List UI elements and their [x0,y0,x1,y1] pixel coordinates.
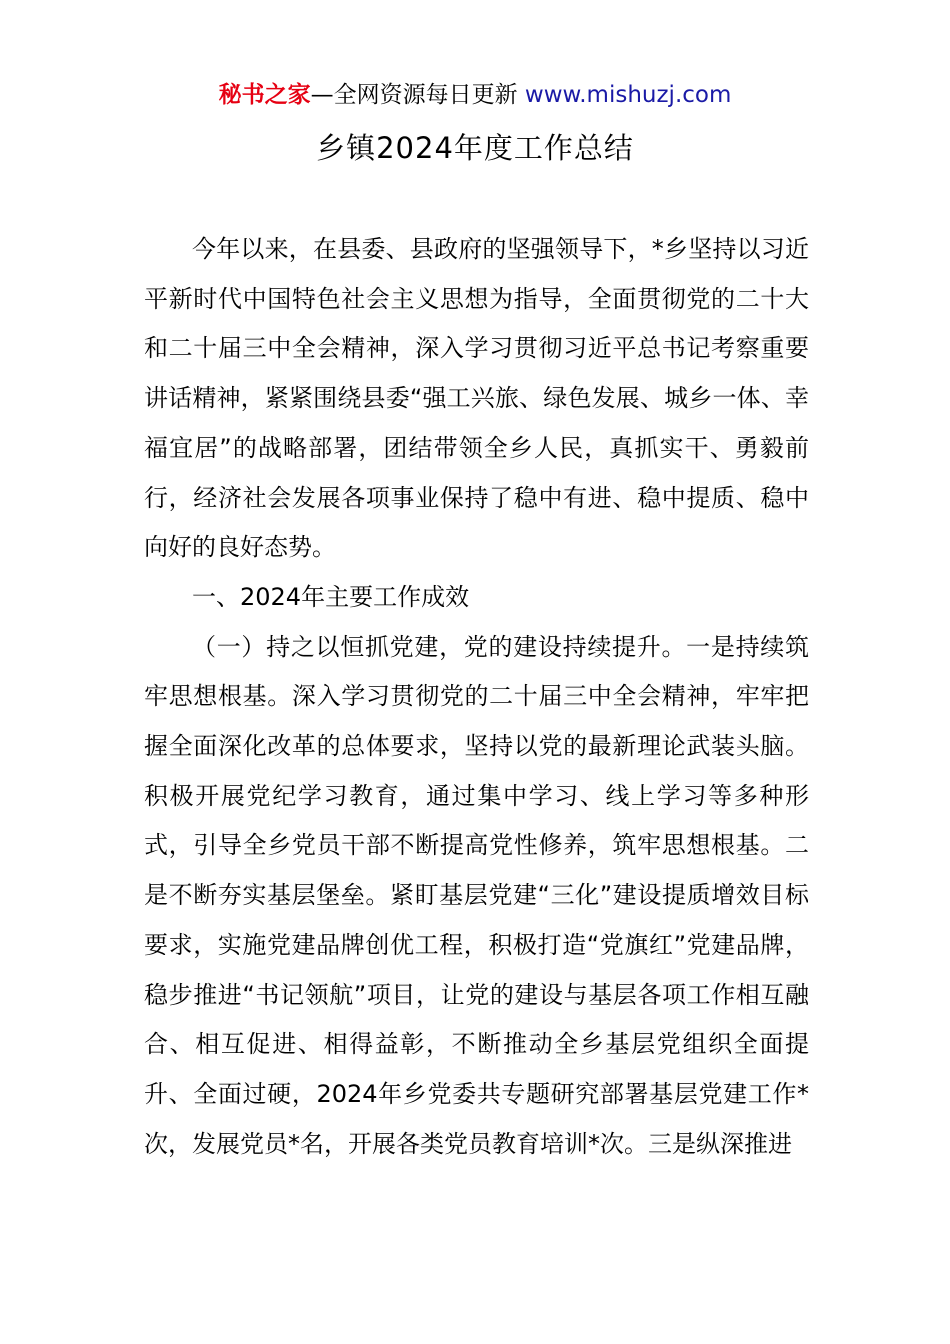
brand-name: 秘书之家 [218,82,311,108]
site-url-link[interactable]: www.mishuzj.com [524,82,732,108]
section-paragraph: （一）持之以恒抓党建，党的建设持续提升。一是持续筑牢思想根基。深入学习贯彻党的二十届三中全会精神，牢牢把握全面深化改革的总体要求，坚持以党的最新理论武装头脑。积极开展党纪学习教育，通过集中学习、线上学习等多种形式，引导全乡党员干部不断提高党性修养，筑牢思想根基。二是不断夯实基层堡垒。紧盯基层党建“三化”建设提质增效目标要求，实施党建品牌创优工程，积极打造“党旗红”党建品牌，稳步推进“书记领航”项目，让党的建设与基层各项工作相互融合、相互促进、相得益彰，不断推动全乡基层党组织全面提升、全面过硬，2024年乡党委共专题研究部署基层党建工作*次，发展党员*名，开展各类党员教育培训*次。三是纵深推进 [144,632,809,1158]
header-tagline: —全网资源每日更新 [310,82,525,108]
intro-paragraph: 今年以来，在县委、县政府的坚强领导下，*乡坚持以习近平新时代中国特色社会主义思想为指导，全面贯彻党的二十大和二十届三中全会精神，深入学习贯彻习近平总书记考察重要讲话精神，紧紧围绕县委“强工兴旅、绿色发展、城乡一体、幸福宜居”的战略部署，团结带领全乡人民，真抓实干、勇毅前行，经济社会发展各项事业保持了稳中有进、稳中提质、稳中向好的良好态势。 [144,235,809,562]
document-title: 乡镇2024年度工作总结 [316,131,634,165]
site-header [0,78,950,112]
document-body [144,225,809,1169]
section-heading: 一、2024年主要工作成效 [192,582,470,611]
